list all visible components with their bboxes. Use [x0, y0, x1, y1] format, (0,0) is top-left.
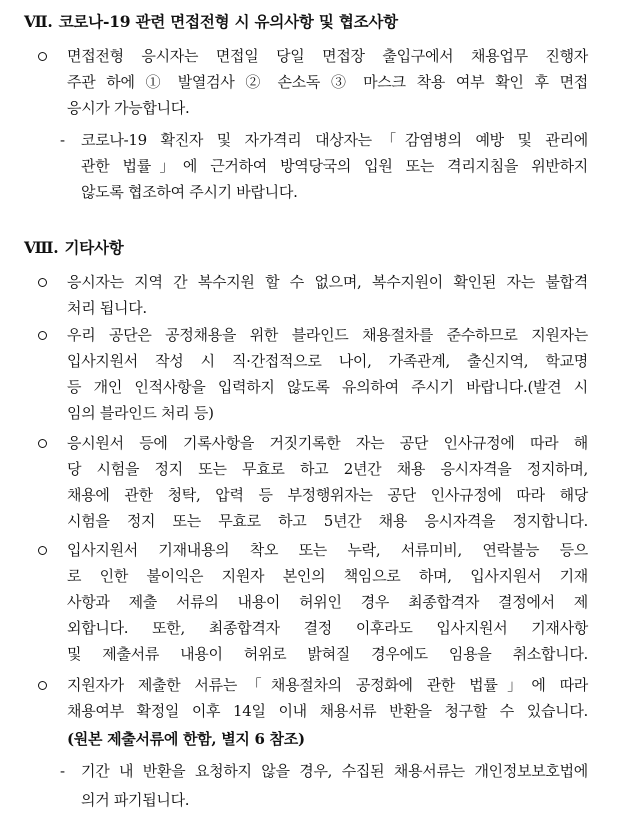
- paragraph-line: 채용여부 확정일 이후 14일 이내 채용서류 반환을 청구할 수 있습니다.: [67, 702, 588, 720]
- paragraph-line: 응시자는 지역 간 복수지원 할 수 없으며, 복수지원이 확인된 자는 불합격: [67, 273, 588, 291]
- bullet-circle-icon: [38, 52, 47, 61]
- paragraph-line: 주관 하에 ① 발열검사 ② 손소독 ③ 마스크 착용 여부 확인 후 면접: [67, 73, 588, 91]
- section-7-number: Ⅶ.: [24, 12, 53, 31]
- sub-item-dash: -: [60, 131, 66, 149]
- paragraph-line: 의거 파기됩니다.: [81, 791, 190, 809]
- paragraph-line: 지원자가 제출한 서류는「채용절차의 공정화에 관한 법률」에 따라: [67, 676, 588, 694]
- section-7-title: 코로나-19 관련 면접전형 시 유의사항 및 협조사항: [58, 12, 398, 31]
- paragraph-line: 채용에 관한 청탁, 압력 등 부정행위자는 공단 인사규정에 따라 해당: [67, 486, 588, 504]
- paragraph-line: 당 시험을 정지 또는 무효로 하고 2년간 채용 응시자격을 정지하며,: [67, 460, 588, 478]
- section-8-heading: [24, 238, 124, 258]
- paragraph-line: 코로나-19 확진자 및 자가격리 대상자는「감염병의 예방 및 관리에: [81, 131, 588, 149]
- bullet-circle-icon: [38, 439, 47, 448]
- section-8-number: Ⅷ.: [24, 238, 59, 257]
- paragraph-line: 응시가 가능합니다.: [67, 99, 190, 117]
- paragraph-line: 및 제출서류 내용이 허위로 밝혀질 경우에도 임용을 취소합니다.: [67, 645, 588, 663]
- attachment-note: (원본 제출서류에 한함, 별지 6 참조): [67, 730, 305, 748]
- paragraph-line: 입사지원서 기재내용의 착오 또는 누락, 서류미비, 연락불능 등으: [67, 541, 588, 559]
- bullet-circle-icon: [38, 331, 47, 340]
- paragraph-line: 기간 내 반환을 요청하지 않을 경우, 수집된 채용서류는 개인정보보호법에: [81, 762, 588, 780]
- section-7-heading: [24, 12, 398, 32]
- section-8-title: 기타사항: [64, 238, 124, 257]
- paragraph-line: 관한 법률」에 근거하여 방역당국의 입원 또는 격리지침을 위반하지: [81, 157, 588, 175]
- paragraph-line: 로 인한 불이익은 지원자 본인의 책임으로 하며, 입사지원서 기재: [67, 567, 588, 585]
- paragraph-line: 시험을 정지 또는 무효로 하고 5년간 채용 응시자격을 정지합니다.: [67, 512, 588, 530]
- paragraph-line: 등 개인 인적사항을 입력하지 않도록 유의하여 주시기 바랍니다.(발견 시: [67, 378, 588, 396]
- paragraph-line: 외합니다. 또한, 최종합격자 결정 이후라도 입사지원서 기재사항: [67, 619, 588, 637]
- paragraph-line: 사항과 제출 서류의 내용이 허위인 경우 최종합격자 결정에서 제: [67, 593, 588, 611]
- paragraph-line: 처리 됩니다.: [67, 299, 147, 317]
- sub-item-dash: -: [60, 762, 66, 780]
- bullet-circle-icon: [38, 681, 47, 690]
- paragraph-line: 면접전형 응시자는 면접일 당일 면접장 출입구에서 채용업무 진행자: [67, 47, 588, 65]
- paragraph-line: 임의 블라인드 처리 등): [67, 404, 214, 422]
- paragraph-line: 응시원서 등에 기록사항을 거짓기록한 자는 공단 인사규정에 따라 해: [67, 434, 588, 452]
- paragraph-line: 우리 공단은 공정채용을 위한 블라인드 채용절차를 준수하므로 지원자는: [67, 326, 588, 344]
- paragraph-line: 않도록 협조하여 주시기 바랍니다.: [81, 183, 298, 201]
- bullet-circle-icon: [38, 278, 47, 287]
- bullet-circle-icon: [38, 546, 47, 555]
- paragraph-line: 입사지원서 작성 시 직·간접적으로 나이, 가족관계, 출신지역, 학교명: [67, 352, 588, 370]
